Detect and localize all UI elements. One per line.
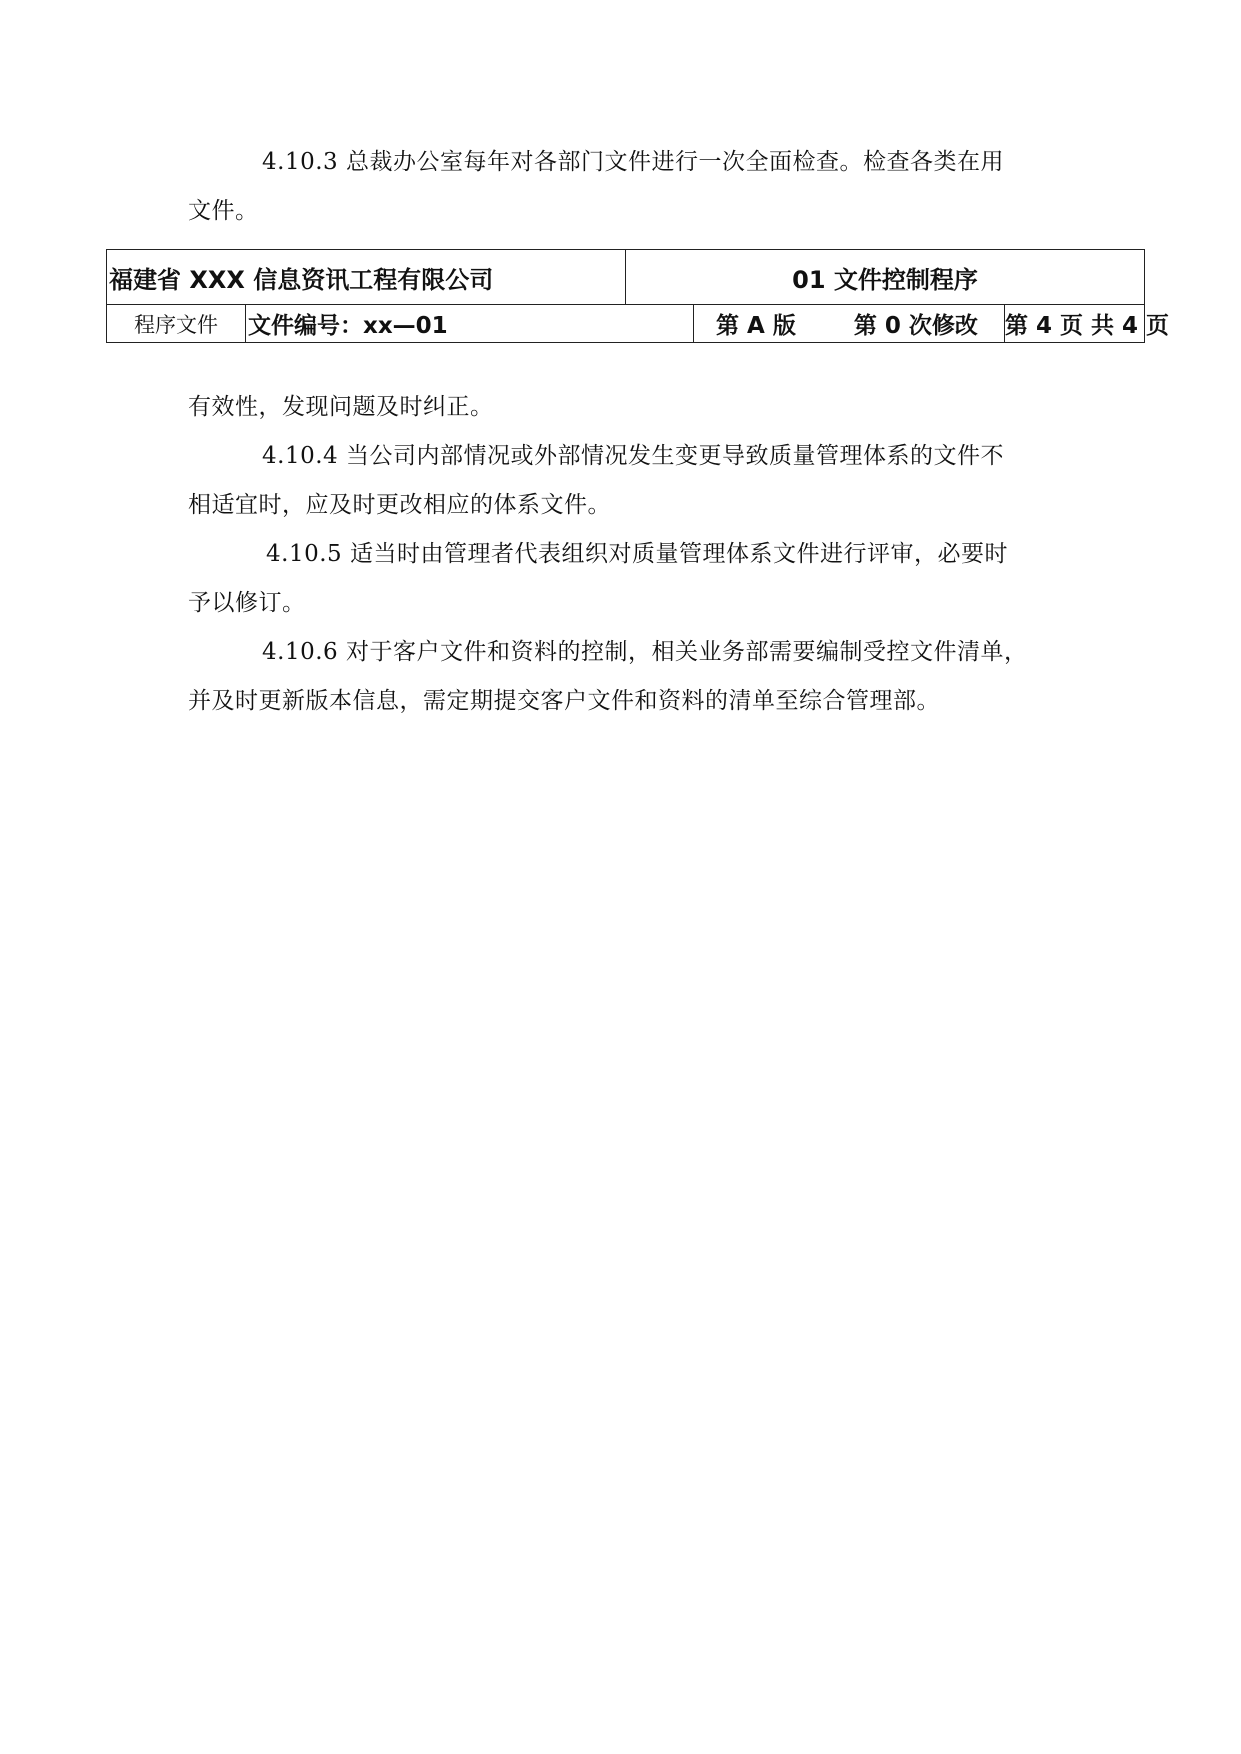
paragraph-4-10-4-line-2: 相适宜时，应及时更改相应的体系文件。 bbox=[188, 492, 611, 518]
header-row-top bbox=[107, 250, 1145, 305]
header-row-bottom bbox=[107, 305, 1145, 343]
company-name: 福建省 XXX 信息资讯工程有限公司 bbox=[107, 250, 626, 305]
edition-revision bbox=[694, 305, 1005, 343]
paragraph-4-10-3-line-1: 4.10.3 总裁办公室每年对各部门文件进行一次全面检查。检查各类在用 bbox=[262, 149, 1004, 175]
paragraph-4-10-6-line-1: 4.10.6 对于客户文件和资料的控制，相关业务部需要编制受控文件清单， bbox=[262, 639, 1028, 665]
paragraph-4-10-5-line-1: 4.10.5 适当时由管理者代表组织对质量管理体系文件进行评审，必要时 bbox=[266, 541, 1008, 567]
document-title: 01 文件控制程序 bbox=[626, 250, 1145, 305]
paragraph-4-10-5-line-2: 予以修订。 bbox=[188, 590, 306, 616]
document-type: 程序文件 bbox=[107, 305, 246, 343]
edition: 第 A 版 bbox=[716, 313, 796, 339]
paragraph-4-10-3-line-3: 有效性，发现问题及时纠正。 bbox=[188, 394, 494, 420]
page-info: 第 4 页 共 4 页 bbox=[1005, 305, 1145, 343]
paragraph-4-10-3-line-2: 文件。 bbox=[188, 198, 259, 224]
document-header-table bbox=[106, 249, 1170, 343]
revision: 第 0 次修改 bbox=[853, 313, 978, 339]
paragraph-4-10-4-line-1: 4.10.4 当公司内部情况或外部情况发生变更导致质量管理体系的文件不 bbox=[262, 443, 1004, 469]
paragraph-4-10-6-line-2: 并及时更新版本信息，需定期提交客户文件和资料的清单至综合管理部。 bbox=[188, 688, 940, 714]
document-number: 文件编号：xx—01 bbox=[246, 305, 694, 343]
